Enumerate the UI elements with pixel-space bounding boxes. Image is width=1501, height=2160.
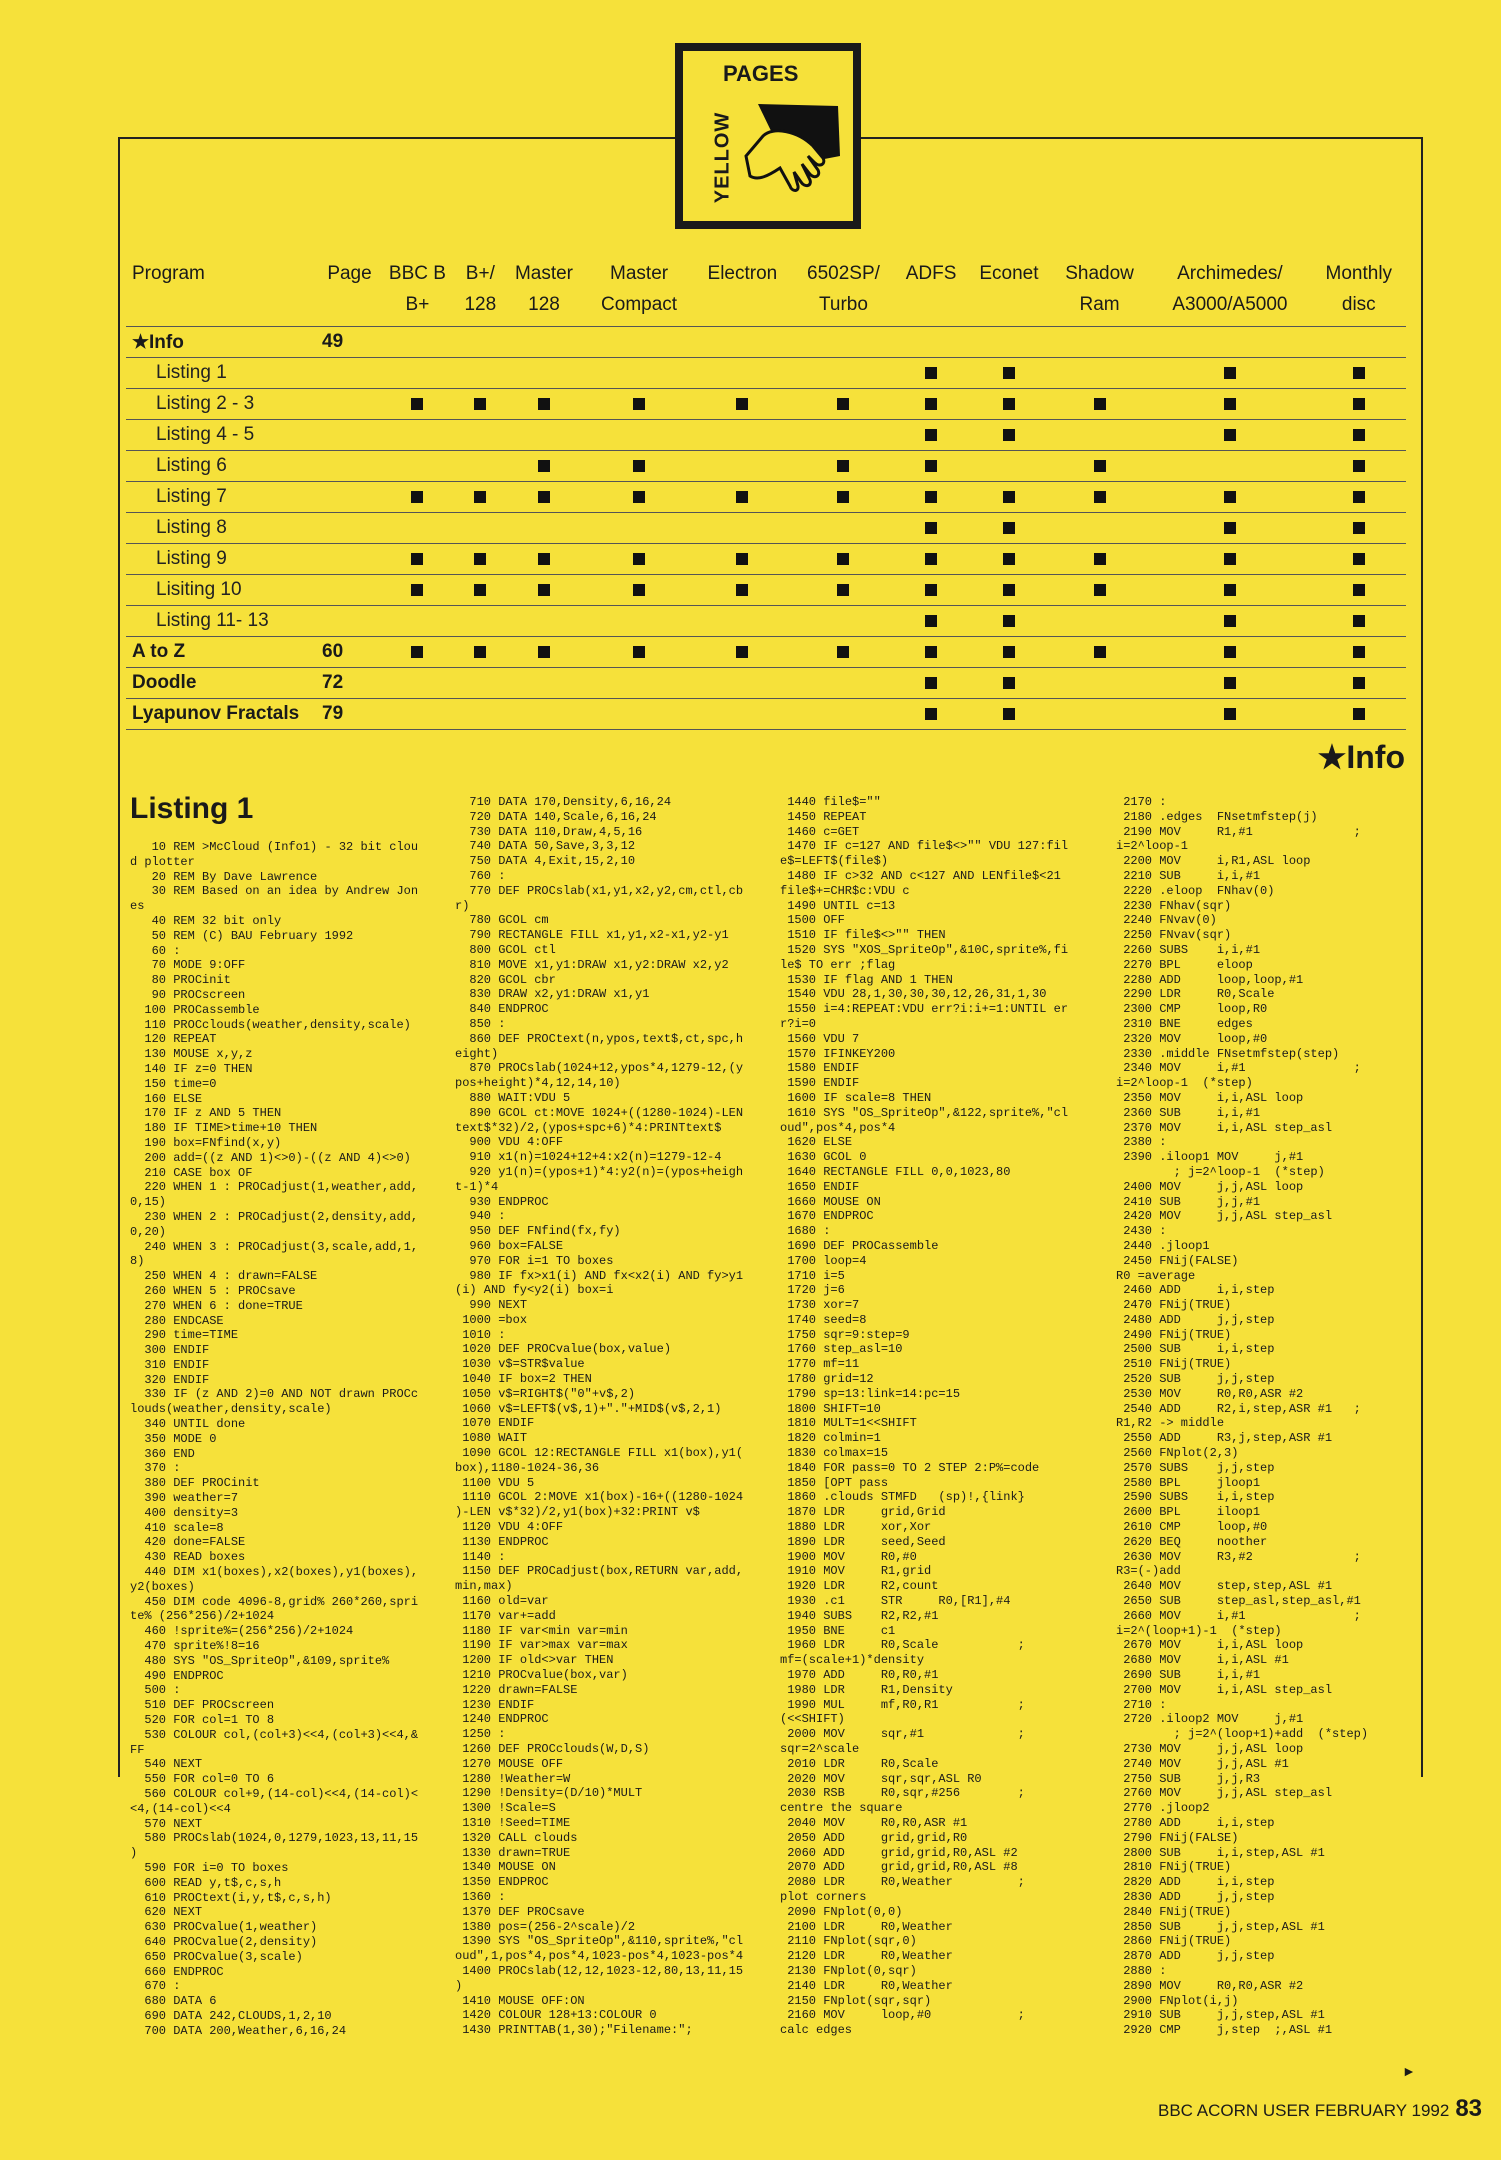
page-number-cell [322,513,377,544]
compat-cell [1148,327,1311,358]
compat-cell [1312,451,1406,482]
compat-cell [895,544,967,575]
compatible-square-icon [736,553,748,565]
compat-cell [377,637,458,668]
program-name: Lisiting 10 [126,575,322,606]
compat-cell [1148,637,1311,668]
compatible-square-icon [925,615,937,627]
compatible-square-icon [633,584,645,596]
code-column-2: 710 DATA 170,Density,6,16,24 720 DATA 140,Scale,6,16,24 730 DATA 110,Draw,4,5,16 740 DATA 50,Save,3,3,12 750 DATA 4,Exit,15,2,10 760 : 770 DEF PROCslab(x1,y1,x2,y2,cm,ctl,cb r) 780 GCOL cm 790 RECTANGLE FILL x1,y1,x2-x1,y2-y1 800 GCOL ctl 810 MOVE x1,y1:DRAW x1,y2:DRAW x2,y2 820 GCOL cbr 830 DRAW x2,y1:DRAW x1,y1 840 ENDPROC 850 : 860 DEF PROCtext(n,ypos,text$,ct,spc,h eight) 870 PROCslab(1024+12,ypos*4,1279-12,(y pos+height)*4,12,14,10) 880 WAIT:VDU 5 890 GCOL ct:MOVE 1024+((1280-1024)-LEN text$*32)/2,(ypos+spc+6)*4:PRINTtext$ 900 VDU 4:OFF 910 x1(n)=1024+12+4:x2(n)=1279-12-4 920 y1(n)=(ypos+1)*4:y2(n)=(ypos+heigh t-1)*4 930 ENDPROC 940 : 950 DEF FNfind(fx,fy) 960 box=FALSE 970 FOR i=1 TO boxes 980 IF fx>x1(i) AND fx<x2(i) AND fy>y1 (i) AND fy<y2(i) box=i 990 NEXT 1000 =box 1010 : 1020 DEF PROCvalue(box,value) 1030 v$=STR$value 1040 IF box=2 THEN 1050 v$=RIGHT$("0"+v$,2) 1060 v$=LEFT$(v$,1)+"."+MID$(v$,2,1) 1070 ENDIF 1080 WAIT 1090 GCOL 12:RECTANGLE FILL x1(box),y1( box),1180-1024-36,36 1100 VDU 5 1110 GCOL 2:MOVE x1(box)-16+((1280-1024 )-LEN v$*32)/2,y1(box)+32:PRINT v$ 1120 VDU 4:OFF 1130 ENDPROC 1140 : 1150 DEF PROCadjust(box,RETURN var,add, min,max) 1160 old=var 1170 var+=add 1180 IF var<min var=min 1190 IF var>max var=max 1200 IF old<>var THEN 1210 PROCvalue(box,var) 1220 drawn=FALSE 1230 ENDIF 1240 ENDPROC 1250 : 1260 DEF PROCclouds(W,D,S) 1270 MOUSE OFF 1280 !Weather=W 1290 !Density=(D/10)*MULT 1300 !Scale=S 1310 !Seed=TIME 1320 CALL clouds 1330 drawn=TRUE 1340 MOUSE ON 1350 ENDPROC 1360 : 1370 DEF PROCsave 1380 pos=(256-2^scale)/2 1390 SYS "OS_SpriteOp",&110,sprite%,"cl oud",1,pos*4,pos*4,1023-pos*4,1023-pos*4 1400 PROCslab(12,12,1023-12,80,13,11,15 ) 1410 MOUSE OFF:ON 1420 COLOUR 128+13:COLOUR 0 1430 PRINTTAB(1,30);"Filename:"; [455,795,744,2038]
compat-cell [693,513,792,544]
page-number-cell: 49 [322,327,377,358]
code-column-1: 10 REM >McCloud (Info1) - 32 bit clou d plotter 20 REM By Dave Lawrence 30 REM Based on an idea by Andrew Jon es 40 REM 32 bit only 50 REM (C) BAU February 1992 60 : 70 MODE 9:OFF 80 PROCinit 90 PROCscreen 100 PROCassemble 110 PROCclouds(weather,density,scale) 120 REPEAT 130 MOUSE x,y,z 140 IF z=0 THEN 150 time=0 160 ELSE 170 IF z AND 5 THEN 180 IF TIME>time+10 THEN 190 box=FNfind(x,y) 200 add=((z AND 1)<>0)-((z AND 4)<>0) 210 CASE box OF 220 WHEN 1 : PROCadjust(1,weather,add, 0,15) 230 WHEN 2 : PROCadjust(2,density,add, 0,20) 240 WHEN 3 : PROCadjust(3,scale,add,1, 8) 250 WHEN 4 : drawn=FALSE 260 WHEN 5 : PROCsave 270 WHEN 6 : done=TRUE 280 ENDCASE 290 time=TIME 300 ENDIF 310 ENDIF 320 ENDIF 330 IF (z AND 2)=0 AND NOT drawn PROCc louds(weather,density,scale) 340 UNTIL done 350 MODE 0 360 END 370 : 380 DEF PROCinit 390 weather=7 400 density=3 410 scale=8 420 done=FALSE 430 READ boxes 440 DIM x1(boxes),x2(boxes),y1(boxes), y2(boxes) 450 DIM code 4096-8,grid% 260*260,spri te% (256*256)/2+1024 460 !sprite%=(256*256)/2+1024 470 sprite%!8=16 480 SYS "OS_SpriteOp",&109,sprite% 490 ENDPROC 500 : 510 DEF PROCscreen 520 FOR col=1 TO 8 530 COLOUR col,(col+3)<<4,(col+3)<<4,& FF 540 NEXT 550 FOR col=0 TO 6 560 COLOUR col+9,(14-col)<<4,(14-col)< <4,(14-col)<<4 570 NEXT 580 PROCslab(1024,0,1279,1023,13,11,15 ) 590 FOR i=0 TO boxes 600 READ y,t$,c,s,h 610 PROCtext(i,y,t$,c,s,h) 620 NEXT 630 PROCvalue(1,weather) 640 PROCvalue(2,density) 650 PROCvalue(3,scale) 660 ENDPROC 670 : 680 DATA 6 690 DATA 242,CLOUDS,1,2,10 700 DATA 200,Weather,6,16,24 [130,840,419,2038]
compat-cell [1312,699,1406,730]
compat-cell [792,420,895,451]
compat-cell [693,575,792,606]
compatible-square-icon [925,522,937,534]
program-name: Listing 9 [126,544,322,575]
logo-pages-text: PAGES [723,61,799,86]
program-name: Doodle [126,668,322,699]
compatible-square-icon [1094,460,1106,472]
compat-cell [895,575,967,606]
compatible-square-icon [1094,646,1106,658]
compat-cell [792,544,895,575]
compat-cell [1051,420,1148,451]
compatible-square-icon [633,460,645,472]
compatible-square-icon [837,398,849,410]
table-row [126,544,1406,575]
page-number-cell [322,482,377,513]
col-header-master128: Master 128 [503,256,585,327]
compat-cell [1312,606,1406,637]
program-name: Listing 4 - 5 [126,420,322,451]
compat-cell [585,699,693,730]
compat-cell [967,420,1051,451]
compat-cell [693,358,792,389]
compatible-square-icon [538,460,550,472]
compatible-square-icon [1353,398,1365,410]
program-name: Listing 7 [126,482,322,513]
compat-cell [503,575,585,606]
compatible-square-icon [736,398,748,410]
page-number-cell: 72 [322,668,377,699]
compat-cell [1148,420,1311,451]
table-header-row [126,256,1406,327]
compat-cell [1148,575,1311,606]
compat-cell [458,482,503,513]
compatible-square-icon [736,646,748,658]
compat-cell [693,637,792,668]
compat-cell [458,575,503,606]
page-number-cell [322,606,377,637]
compatible-square-icon [925,398,937,410]
compat-cell [693,451,792,482]
compatible-square-icon [837,584,849,596]
compat-cell [503,668,585,699]
program-name: A to Z [126,637,322,668]
compatible-square-icon [1003,429,1015,441]
compatible-square-icon [538,584,550,596]
col-header-master-compact: Master Compact [585,256,693,327]
compat-cell [1312,389,1406,420]
table-row [126,389,1406,420]
compatible-square-icon [925,429,937,441]
compatible-square-icon [633,491,645,503]
compat-cell [792,482,895,513]
program-name: Listing 1 [126,358,322,389]
frame-left-rule [118,137,120,1777]
compatible-square-icon [1224,398,1236,410]
frame-right-rule [1421,137,1423,1777]
program-name: Listing 6 [126,451,322,482]
compat-cell [585,544,693,575]
table-row [126,358,1406,389]
compat-cell [792,358,895,389]
compat-cell [458,389,503,420]
compat-cell [1051,668,1148,699]
compatible-square-icon [474,398,486,410]
listing-title: Listing 1 [130,792,254,825]
compat-cell [1312,420,1406,451]
col-header-archimedes: Archimedes/ A3000/A5000 [1148,256,1311,327]
compatible-square-icon [1353,491,1365,503]
compatible-square-icon [1353,646,1365,658]
compat-cell [1148,668,1311,699]
compatible-square-icon [925,491,937,503]
compat-cell [585,637,693,668]
compatible-square-icon [1003,522,1015,534]
compat-cell [458,606,503,637]
compat-cell [895,668,967,699]
compat-cell [967,358,1051,389]
program-name: Listing 11- 13 [126,606,322,637]
compat-cell [693,668,792,699]
compatible-square-icon [1094,584,1106,596]
compatible-square-icon [1224,646,1236,658]
col-header-bbcb: BBC B B+ [377,256,458,327]
compat-cell [585,668,693,699]
logo-yellow-text: YELLOW [711,111,734,204]
compatible-square-icon [837,460,849,472]
compatible-square-icon [411,584,423,596]
page-number-cell [322,544,377,575]
compatible-square-icon [1353,708,1365,720]
compatible-square-icon [1353,584,1365,596]
compatible-square-icon [474,553,486,565]
compatible-square-icon [411,553,423,565]
page-footer [1158,2095,1482,2123]
section-title: ★Info [1317,739,1405,775]
page-number-cell [322,420,377,451]
compatible-square-icon [474,491,486,503]
table-row [126,575,1406,606]
page-number-cell [322,575,377,606]
compat-cell [1312,513,1406,544]
compatible-square-icon [1094,491,1106,503]
compat-cell [503,513,585,544]
compat-cell [693,420,792,451]
compat-cell [458,327,503,358]
compat-cell [377,544,458,575]
compat-cell [503,637,585,668]
compatible-square-icon [538,491,550,503]
compat-cell [1051,606,1148,637]
compat-cell [1312,327,1406,358]
compatible-square-icon [837,491,849,503]
compat-cell [693,482,792,513]
compatible-square-icon [1003,677,1015,689]
compatible-square-icon [1003,584,1015,596]
page-number-cell: 79 [322,699,377,730]
compatible-square-icon [925,553,937,565]
compat-cell [1051,544,1148,575]
compat-cell [585,451,693,482]
compat-cell [792,606,895,637]
compat-cell [967,575,1051,606]
compat-cell [458,668,503,699]
compat-cell [967,513,1051,544]
compat-cell [503,327,585,358]
compat-cell [458,637,503,668]
table-row [126,451,1406,482]
compatible-square-icon [1003,553,1015,565]
table-row [126,327,1406,358]
compat-cell [895,358,967,389]
compat-cell [792,699,895,730]
compatible-square-icon [1353,460,1365,472]
compat-cell [585,513,693,544]
compat-cell [1051,389,1148,420]
compatible-square-icon [837,646,849,658]
compatible-square-icon [411,398,423,410]
compatible-square-icon [411,646,423,658]
compatible-square-icon [1003,646,1015,658]
compatible-square-icon [1353,553,1365,565]
compatible-square-icon [411,491,423,503]
program-name: Listing 8 [126,513,322,544]
compatible-square-icon [1224,584,1236,596]
program-name: ★Info [126,327,322,358]
compatible-square-icon [474,646,486,658]
page-number-cell [322,451,377,482]
compat-cell [1051,451,1148,482]
compat-cell [1148,451,1311,482]
compatible-square-icon [474,584,486,596]
compat-cell [377,327,458,358]
compatible-square-icon [925,677,937,689]
compatible-square-icon [1353,615,1365,627]
compat-cell [377,420,458,451]
compat-cell [1148,513,1311,544]
compat-cell [1051,327,1148,358]
compatible-square-icon [1353,677,1365,689]
compat-cell [503,606,585,637]
compatible-square-icon [925,584,937,596]
compat-cell [967,482,1051,513]
page-number-cell [322,389,377,420]
compat-cell [1051,358,1148,389]
col-header-page: Page [322,256,377,327]
col-header-monthly-disc: Monthly disc [1312,256,1406,327]
compat-cell [895,389,967,420]
compat-cell [585,389,693,420]
compat-cell [967,699,1051,730]
compatible-square-icon [837,553,849,565]
compatible-square-icon [925,460,937,472]
compat-cell [1312,544,1406,575]
compat-cell [377,389,458,420]
compat-cell [1312,668,1406,699]
compat-cell [1051,482,1148,513]
compatible-square-icon [1224,522,1236,534]
compat-cell [377,606,458,637]
compat-cell [585,606,693,637]
hand-icon [728,96,848,216]
compatible-square-icon [1094,553,1106,565]
col-header-shadow-ram: Shadow Ram [1051,256,1148,327]
compatible-square-icon [538,553,550,565]
col-header-econet: Econet [967,256,1051,327]
compat-cell [503,451,585,482]
compat-cell [1148,699,1311,730]
compatible-square-icon [1003,398,1015,410]
compat-cell [503,544,585,575]
compat-cell [458,451,503,482]
compat-cell [458,358,503,389]
compatible-square-icon [736,491,748,503]
compat-cell [585,482,693,513]
compatible-square-icon [1224,429,1236,441]
table-row [126,637,1406,668]
table-row [126,606,1406,637]
compat-cell [585,575,693,606]
table-row [126,668,1406,699]
code-column-3: 1440 file$="" 1450 REPEAT 1460 c=GET 1470 IF c=127 AND file$<>"" VDU 127:fil e$=LEFT$(file$) 1480 IF c>32 AND c<127 AND LENfile$<21 file$+=CHR$c:VDU c 1490 UNTIL c=13 1500 OFF 1510 IF file$<>"" THEN 1520 SYS "XOS_SpriteOp",&10C,sprite%,fi le$ TO err ;flag 1530 IF flag AND 1 THEN 1540 VDU 28,1,30,30,30,12,26,31,1,30 1550 i=4:REPEAT:VDU err?i:i+=1:UNTIL er r?i=0 1560 VDU 7 1570 IFINKEY200 1580 ENDIF 1590 ENDIF 1600 IF scale=8 THEN 1610 SYS "OS_SpriteOp",&122,sprite%,"cl oud",pos*4,pos*4 1620 ELSE 1630 GCOL 0 1640 RECTANGLE FILL 0,0,1023,80 1650 ENDIF 1660 MOUSE ON 1670 ENDPROC 1680 : 1690 DEF PROCassemble 1700 loop=4 1710 i=5 1720 j=6 1730 xor=7 1740 seed=8 1750 sqr=9:step=9 1760 step_asl=10 1770 mf=11 1780 grid=12 1790 sp=13:link=14:pc=15 1800 SHIFT=10 1810 MULT=1<<SHIFT 1820 colmin=1 1830 colmax=15 1840 FOR pass=0 TO 2 STEP 2:P%=code 1850 [OPT pass 1860 .clouds STMFD (sp)!,{link} 1870 LDR grid,Grid 1880 LDR xor,Xor 1890 LDR seed,Seed 1900 MOV R0,#0 1910 MOV R1,grid 1920 LDR R2,count 1930 .c1 STR R0,[R1],#4 1940 SUBS R2,R2,#1 1950 BNE c1 1960 LDR R0,Scale ; mf=(scale+1)*density 1970 ADD R0,R0,#1 1980 LDR R1,Density 1990 MUL mf,R0,R1 ; (<<SHIFT) 2000 MOV sqr,#1 ; sqr=2^scale 2010 LDR R0,Scale 2020 MOV sqr,sqr,ASL R0 2030 RSB R0,sqr,#256 ; centre the square 2040 MOV R0,R0,ASR #1 2050 ADD grid,grid,R0 2060 ADD grid,grid,R0,ASL #2 2070 ADD grid,grid,R0,ASL #8 2080 LDR R0,Weather ; plot corners 2090 FNplot(0,0) 2100 LDR R0,Weather 2110 FNplot(sqr,0) 2120 LDR R0,Weather 2130 FNplot(0,sqr) 2140 LDR R0,Weather 2150 FNplot(sqr,sqr) 2160 MOV loop,#0 ; calc edges [780,795,1069,2038]
compatible-square-icon [925,367,937,379]
compatible-square-icon [736,584,748,596]
compat-cell [967,606,1051,637]
compatible-square-icon [1003,367,1015,379]
compatible-square-icon [538,398,550,410]
compat-cell [1051,637,1148,668]
compatible-square-icon [633,398,645,410]
compat-cell [693,699,792,730]
page-number-cell [322,358,377,389]
page-number: 83 [1455,2095,1483,2122]
continue-arrow-icon: ► [1402,2063,1416,2079]
compatible-square-icon [925,646,937,658]
col-header-program: Program [126,256,322,327]
compat-cell [585,358,693,389]
compat-cell [792,451,895,482]
compatible-square-icon [1353,367,1365,379]
compatible-square-icon [1094,398,1106,410]
footer-text: BBC ACORN USER FEBRUARY 1992 [1158,2101,1450,2120]
compat-cell [895,327,967,358]
compat-cell [895,482,967,513]
yellow-pages-logo [675,43,861,229]
compat-cell [1051,513,1148,544]
compatible-square-icon [633,553,645,565]
table-row [126,699,1406,730]
col-header-electron: Electron [693,256,792,327]
compat-cell [895,451,967,482]
code-column-4: 2170 : 2180 .edges FNsetmfstep(j) 2190 MOV R1,#1 ; i=2^loop-1 2200 MOV i,R1,ASL loop 2210 SUB i,i,#1 2220 .eloop FNhav(0) 2230 FNhav(sqr) 2240 FNvav(0) 2250 FNvav(sqr) 2260 SUBS i,i,#1 2270 BPL eloop 2280 ADD loop,loop,#1 2290 LDR R0,Scale 2300 CMP loop,R0 2310 BNE edges 2320 MOV loop,#0 2330 .middle FNsetmfstep(step) 2340 MOV i,#1 ; i=2^loop-1 (*step) 2350 MOV i,i,ASL loop 2360 SUB i,i,#1 2370 MOV i,i,ASL step_asl 2380 : 2390 .iloop1 MOV j,#1 ; j=2^loop-1 (*step) 2400 MOV j,j,ASL loop 2410 SUB j,j,#1 2420 MOV j,j,ASL step_asl 2430 : 2440 .jloop1 2450 FNij(FALSE) R0 =average 2460 ADD i,i,step 2470 FNij(TRUE) 2480 ADD j,j,step 2490 FNij(TRUE) 2500 SUB i,i,step 2510 FNij(TRUE) 2520 SUB j,j,step 2530 MOV R0,R0,ASR #2 2540 ADD R2,i,step,ASR #1 ; R1,R2 -> middle 2550 ADD R3,j,step,ASR #1 2560 FNplot(2,3) 2570 SUBS j,j,step 2580 BPL jloop1 2590 SUBS i,i,step 2600 BPL iloop1 2610 CMP loop,#0 2620 BEQ noother 2630 MOV R3,#2 ; R3=(-)add 2640 MOV step,step,ASL #1 2650 SUB step_asl,step_asl,#1 2660 MOV i,#1 ; i=2^(loop+1)-1 (*step) 2670 MOV i,i,ASL loop 2680 MOV i,i,ASL #1 2690 SUB i,i,#1 2700 MOV i,i,ASL step_asl 2710 : 2720 .iloop2 MOV j,#1 ; j=2^(loop+1)+add (*step) 2730 MOV j,j,ASL loop 2740 MOV j,j,ASL #1 2750 SUB j,j,R3 2760 MOV j,j,ASL step_asl 2770 .jloop2 2780 ADD i,i,step 2790 FNij(FALSE) 2800 SUB i,i,step,ASL #1 2810 FNij(TRUE) 2820 ADD i,i,step 2830 ADD j,j,step 2840 FNij(TRUE) 2850 SUB j,j,step,ASL #1 2860 FNij(TRUE) 2870 ADD j,j,step 2880 : 2890 MOV R0,R0,ASR #2 2900 FNplot(i,j) 2910 SUB j,j,step,ASL #1 2920 CMP j,step ;,ASL #1 [1116,795,1369,2038]
compat-cell [503,699,585,730]
table-row [126,420,1406,451]
compat-cell [1148,482,1311,513]
compat-cell [967,637,1051,668]
program-name: Listing 2 - 3 [126,389,322,420]
compatible-square-icon [925,708,937,720]
compatible-square-icon [633,646,645,658]
col-header-bplus128: B+/ 128 [458,256,503,327]
compat-cell [895,513,967,544]
compat-cell [377,451,458,482]
compat-cell [895,606,967,637]
compat-cell [1148,358,1311,389]
compat-cell [1312,637,1406,668]
program-name: Lyapunov Fractals [126,699,322,730]
compat-cell [693,606,792,637]
compat-cell [693,327,792,358]
col-header-6502sp: 6502SP/ Turbo [792,256,895,327]
compat-cell [967,389,1051,420]
col-header-adfs: ADFS [895,256,967,327]
compatible-square-icon [1224,553,1236,565]
compat-cell [585,420,693,451]
compat-cell [895,637,967,668]
compatible-square-icon [1003,491,1015,503]
page-number-cell: 60 [322,637,377,668]
compat-cell [503,420,585,451]
compat-cell [1312,482,1406,513]
compat-cell [967,451,1051,482]
compatible-square-icon [1224,367,1236,379]
compat-cell [967,327,1051,358]
compatible-square-icon [1003,615,1015,627]
compat-cell [895,420,967,451]
compat-cell [792,327,895,358]
compat-cell [792,575,895,606]
table-row [126,513,1406,544]
compat-cell [1312,575,1406,606]
table-row [126,482,1406,513]
compat-cell [503,389,585,420]
compat-cell [377,358,458,389]
compat-cell [458,513,503,544]
compat-cell [792,389,895,420]
compat-cell [1148,389,1311,420]
compat-cell [377,482,458,513]
compatible-square-icon [1224,677,1236,689]
compatible-square-icon [1353,522,1365,534]
compat-cell [377,513,458,544]
compat-cell [1148,606,1311,637]
compat-cell [458,544,503,575]
compat-cell [1051,575,1148,606]
compatible-square-icon [1224,491,1236,503]
compat-cell [693,389,792,420]
compat-cell [377,668,458,699]
compat-cell [967,544,1051,575]
compatible-square-icon [1003,708,1015,720]
compat-cell [693,544,792,575]
compatible-square-icon [1224,615,1236,627]
compat-cell [458,699,503,730]
compat-cell [503,482,585,513]
compat-cell [585,327,693,358]
compat-cell [377,699,458,730]
compatible-square-icon [538,646,550,658]
compatible-square-icon [1224,708,1236,720]
compat-cell [792,513,895,544]
compat-cell [377,575,458,606]
compat-cell [895,699,967,730]
compat-cell [792,668,895,699]
compat-cell [503,358,585,389]
compat-cell [1148,544,1311,575]
compat-cell [792,637,895,668]
compat-cell [1312,358,1406,389]
compatibility-table [126,256,1406,730]
compat-cell [458,420,503,451]
compat-cell [1051,699,1148,730]
compatible-square-icon [1353,429,1365,441]
compat-cell [967,668,1051,699]
